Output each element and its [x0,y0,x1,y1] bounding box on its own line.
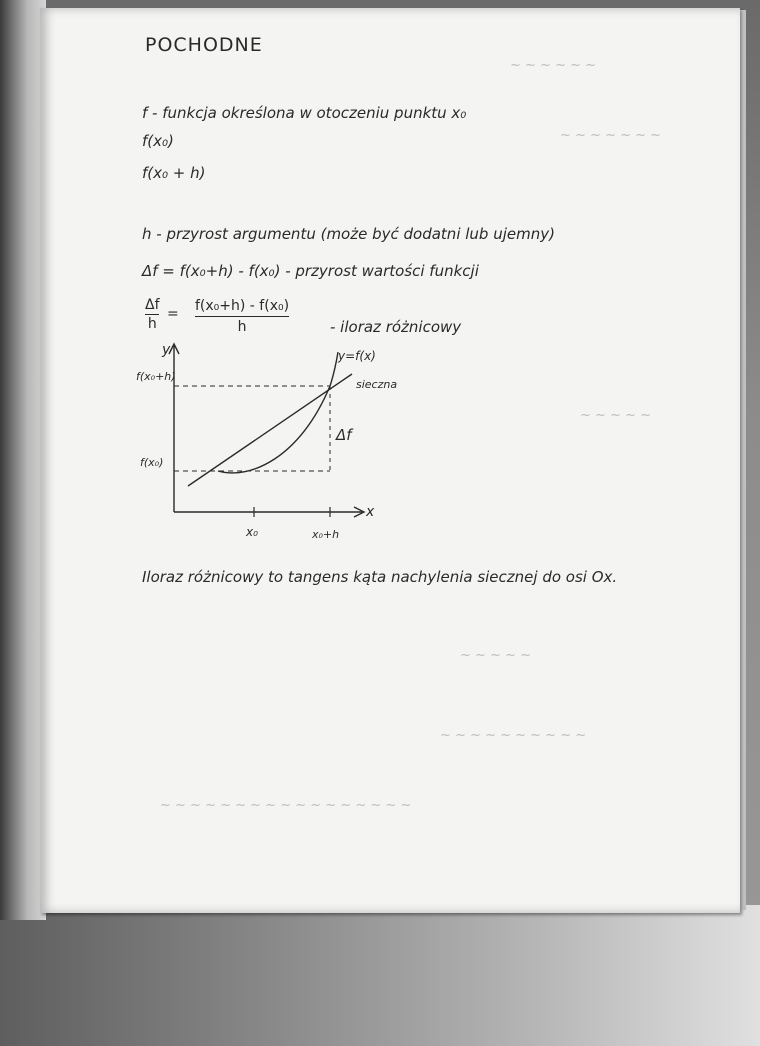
quotient-rhs [195,296,289,337]
f-x0-h-line: f(x₀ + h) [142,164,206,182]
fraction-bar [195,316,289,317]
label-x0: x₀ [246,525,258,539]
label-f-x0: f(x₀) [140,456,164,469]
quotient-equals: = [167,306,179,322]
bleed-through: ~ ~ ~ ~ ~ ~ [510,58,597,73]
conclusion-line: Iloraz różnicowy to tangens kąta nachylenia siecznej do osi Ox. [142,568,618,586]
f-x0-line: f(x₀) [142,132,174,150]
bleed-through: ~ ~ ~ ~ ~ [580,408,651,423]
y-axis-label: y [162,342,171,358]
scan-bottom-area [0,905,760,1046]
label-delta-f: Δf [336,426,352,444]
definition-line: f - funkcja określona w otoczeniu punktu x₀ [142,104,467,122]
increment-value-line: Δf = f(x₀+h) - f(x₀) - przyrost wartości funkcji [142,262,479,280]
secant-graph [130,340,420,550]
label-x0-h: x₀+h [312,528,340,541]
increment-argument-line: h - przyrost argumentu (może być dodatni lub ujemny) [142,225,555,243]
bleed-through: ~ ~ ~ ~ ~ ~ ~ [560,128,662,143]
label-secant: sieczna [356,378,398,391]
label-curve: y=f(x) [338,349,376,363]
quotient-lhs-denominator: h [147,316,157,332]
page-title: POCHODNE [145,34,263,56]
x-axis-label: x [366,504,375,520]
bleed-through: ~ ~ ~ ~ ~ [460,648,531,663]
label-f-x0-h: f(x₀+h) [136,370,176,383]
quotient-rhs-denominator: h [237,319,247,335]
quotient-lhs-numerator: Δf [145,297,160,313]
quotient-lhs [145,296,160,333]
bleed-through: ~ ~ ~ ~ ~ ~ ~ ~ ~ ~ ~ ~ ~ ~ ~ ~ ~ [160,798,412,813]
bleed-through: ~ ~ ~ ~ ~ ~ ~ ~ ~ ~ [440,728,587,743]
secant-line [188,374,352,486]
difference-quotient-formula [145,296,325,344]
quotient-rhs-numerator: f(x₀+h) - f(x₀) [195,298,290,314]
fraction-bar [145,314,159,315]
function-curve [218,352,338,473]
quotient-description: - iloraz różnicowy [330,318,462,336]
